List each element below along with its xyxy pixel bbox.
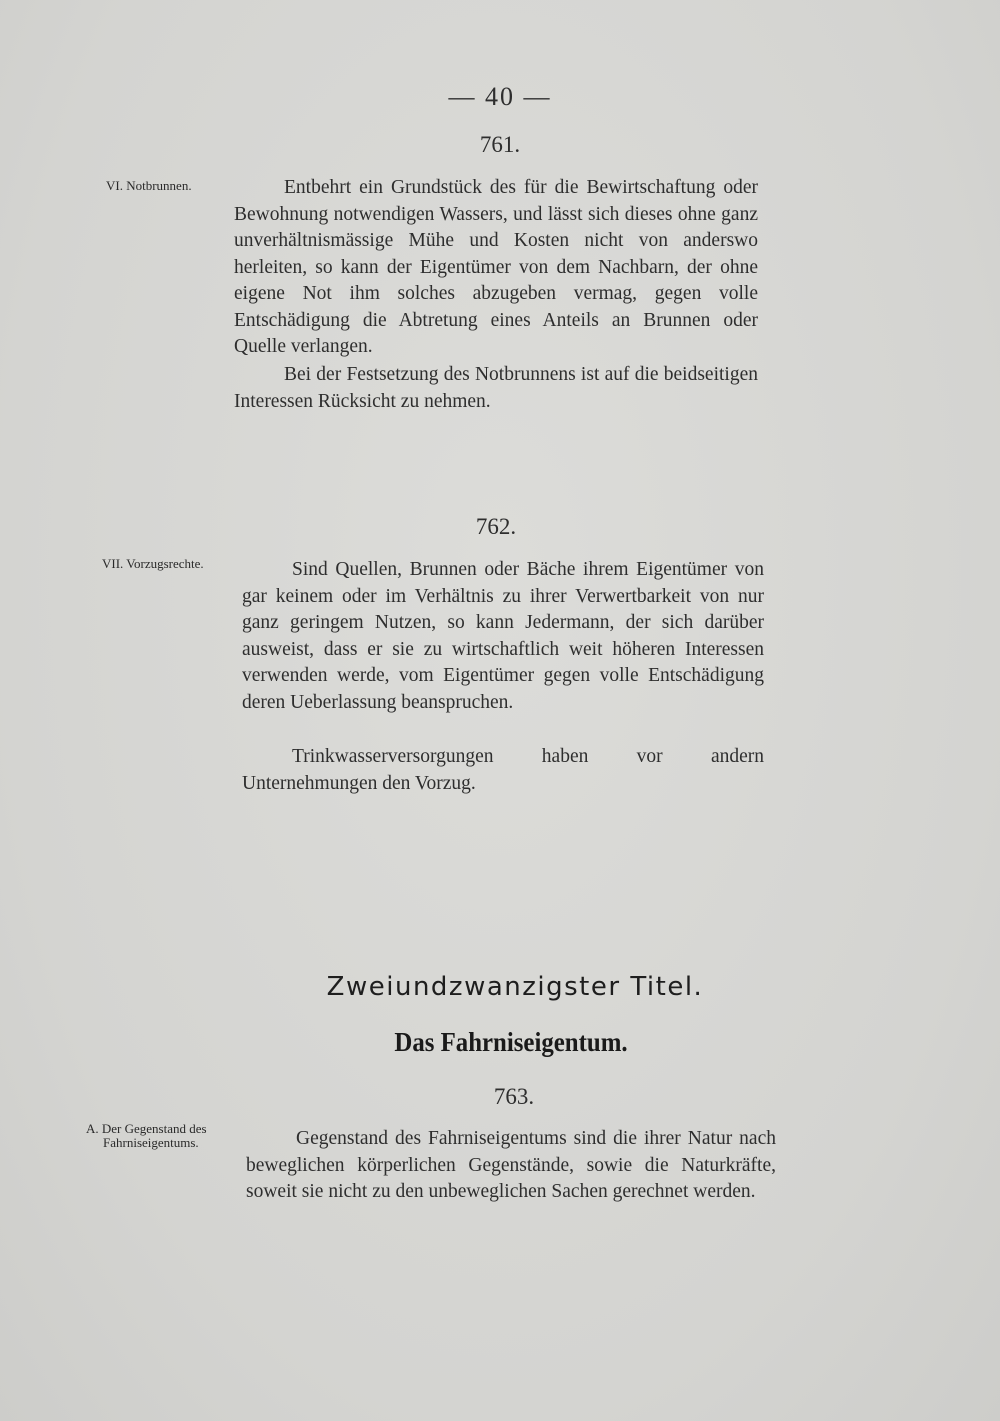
article-number-761: 761. bbox=[479, 132, 521, 157]
paragraph-763: Gegenstand des Fahrniseigentums sind die ihrer Natur nach beweglichen körperlichen Gegenstände, sowie die Naturkräfte, soweit sie nicht zu den unbeweglichen Sachen gerechnet werden. bbox=[246, 1128, 776, 1202]
page-number: — 40 — bbox=[448, 82, 552, 111]
paragraph-761-1: Entbehrt ein Grundstück des für die Bewirtschaftung oder Bewohnung notwendigen Wassers, und lässt sich dieses ohne ganz unverhältnismässige Mühe und Kosten nicht von anderswo herleiten, so kann der Eigentümer von dem Nachbarn, der ohne eigene Not ihm solches abzugeben vermag, gegen volle Entschädigung die Abtretung eines Anteils an Brunnen oder Quelle verlangen. bbox=[234, 177, 758, 357]
paragraph-761-2: Bei der Festsetzung des Notbrunnens ist auf die beidseitigen Interessen Rücksicht zu nehmen. bbox=[234, 364, 758, 412]
paragraph-762-2: Trinkwasserversorgungen haben vor andern Unternehmungen den Vorzug. bbox=[242, 746, 764, 794]
margin-note-fahrniseigentum: Fahrniseigentums. bbox=[103, 1135, 199, 1150]
margin-note-gegenstand: A. Der Gegenstand des bbox=[86, 1121, 207, 1136]
section-title: Zweiundzwanzigster Titel. bbox=[326, 972, 704, 1002]
article-number-763: 763. bbox=[493, 1084, 535, 1109]
section-subtitle: Das Fahrniseigentum. bbox=[394, 1027, 628, 1057]
margin-note-vorzugsrechte: VII. Vorzugsrechte. bbox=[102, 556, 204, 571]
article-number-762: 762. bbox=[475, 514, 517, 539]
paragraph-762-1: Sind Quellen, Brunnen oder Bäche ihrem Eigentümer von gar keinem oder im Verhältnis zu ihrer Verwertbarkeit von nur ganz geringem Nutzen, so kann Jedermann, der sich darüber ausweist, dass er sie zu wirtschaftlich weit höheren Interessen verwenden werde, vom Eigentümer gegen volle Entschädigung deren Ueberlassung beanspruchen. bbox=[242, 559, 764, 713]
margin-note-notbrunnen: VI. Notbrunnen. bbox=[106, 178, 192, 193]
